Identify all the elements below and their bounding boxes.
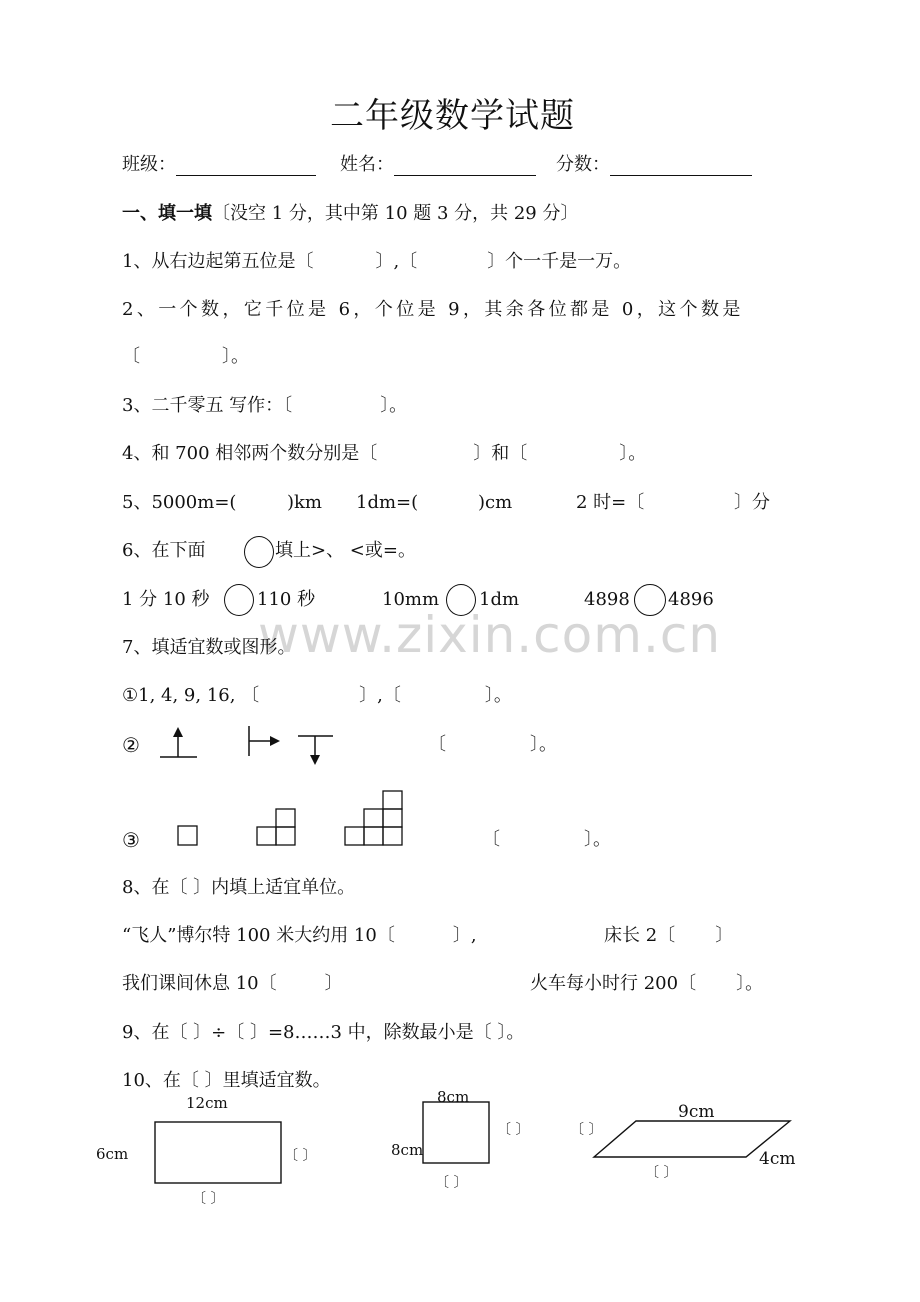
q8-c-text: 我们课间休息 10〔 xyxy=(122,973,277,994)
q1-text-c: 〕个一千是一万。 xyxy=(487,251,632,272)
q7-p1-text-b: 〕,〔 xyxy=(359,685,401,706)
q8-c-close: 〕 xyxy=(324,973,343,994)
q3-text-b: 〕。 xyxy=(380,395,408,416)
q8-stem: 8、在〔 〕内填上适宜单位。 xyxy=(122,877,356,898)
q7-p3-close: 〕。 xyxy=(584,829,611,850)
square-bottom-blank[interactable]: 〔 〕 xyxy=(435,1175,468,1191)
q7-p1-text: ①1, 4, 9, 16, 〔 xyxy=(122,685,260,706)
square-figure-3 xyxy=(345,791,402,845)
q8-a-text: “飞人”博尔特 100 米大约用 10〔 xyxy=(122,925,395,946)
q7-part-3-marker: ③ xyxy=(122,828,140,852)
question-9: 9、在〔 〕÷〔 〕=8……3 中，除数最小是〔 〕。 xyxy=(122,1022,525,1043)
name-label: 姓名： xyxy=(340,154,394,175)
q7-part-2-answer xyxy=(428,734,557,756)
q8-b-close: 〕 xyxy=(715,925,734,946)
q5-part-c: 1dm=( xyxy=(356,492,419,513)
q8-a-close: 〕, xyxy=(452,925,477,946)
q10-stem: 10、在〔 〕里填适宜数。 xyxy=(122,1070,331,1091)
q5-part-b: )km xyxy=(287,492,322,513)
q6-compare-1-left: 1 分 10 秒 xyxy=(122,589,210,610)
q7-p2-open: 〔 xyxy=(428,734,446,755)
q5-part-d: )cm xyxy=(478,492,513,513)
q8-b-text: 床长 2〔 xyxy=(604,925,676,946)
square-shape xyxy=(423,1102,489,1163)
q7-p3-open: 〔 xyxy=(482,829,500,850)
section-title: 一、填一填 xyxy=(122,203,212,224)
class-label: 班级： xyxy=(122,154,176,175)
q8-item-c xyxy=(122,973,343,995)
parallelogram-bottom-blank[interactable]: 〔 〕 xyxy=(645,1165,678,1181)
q7-p1-text-c: 〕。 xyxy=(484,685,512,706)
q8-item-a xyxy=(122,925,477,947)
q1-text-a: 1、从右边起第五位是〔 xyxy=(122,251,314,272)
q4-text-c: 〕。 xyxy=(619,443,647,464)
q8-item-d xyxy=(530,973,763,995)
square-figure-1 xyxy=(178,826,197,845)
square-right-blank-1[interactable]: 〔 〕 xyxy=(497,1122,530,1138)
parallelogram-top-label: 9cm xyxy=(678,1102,715,1122)
q6-text-a: 6、在下面 xyxy=(122,540,206,561)
arrow-up-icon xyxy=(160,727,197,757)
page-title: 二年级数学试题 xyxy=(330,96,575,136)
score-label: 分数： xyxy=(556,154,610,175)
q8-d-close: 〕。 xyxy=(736,973,764,994)
rect-top-label: 12cm xyxy=(186,1094,228,1112)
q7-p2-close: 〕。 xyxy=(530,734,557,755)
rectangle-shape xyxy=(155,1122,281,1183)
square-right-blank-2[interactable]: 〔 〕 xyxy=(570,1122,603,1138)
arrow-down-icon xyxy=(298,736,333,765)
q7-part-3-answer xyxy=(482,829,611,851)
q4-text-b: 〕和〔 xyxy=(473,443,528,464)
q6-text-b: 填上>、 <或=。 xyxy=(275,540,416,561)
rect-right-blank[interactable]: 〔 〕 xyxy=(284,1148,317,1164)
q7-part-2-marker: ② xyxy=(122,733,140,757)
q3-text-a: 3、二千零五 写作：〔 xyxy=(122,395,293,416)
q5-part-e: 2 时=〔 xyxy=(576,492,645,513)
q2-close: 〕。 xyxy=(222,346,249,367)
q6-compare-2-left: 10mm xyxy=(382,589,440,610)
q6-compare-1-right: 110 秒 xyxy=(257,589,316,610)
q4-text-a: 4、和 700 相邻两个数分别是〔 xyxy=(122,443,378,464)
square-top-label: 8cm xyxy=(437,1088,470,1106)
arrow-right-icon xyxy=(249,726,280,756)
q2-open: 〔 xyxy=(122,346,140,367)
q6-compare-2-right: 1dm xyxy=(479,589,520,610)
q5-part-a: 5、5000m=( xyxy=(122,492,237,513)
q5-part-f: 〕分 xyxy=(734,492,770,513)
parallelogram-side-label: 4cm xyxy=(759,1149,796,1169)
q6-compare-3-left: 4898 xyxy=(584,589,630,610)
section-note: 〔没空 1 分，其中第 10 题 3 分，共 29 分〕 xyxy=(212,203,579,224)
watermark: www.zixin.com.cn xyxy=(258,606,722,664)
q8-item-b xyxy=(604,925,733,947)
question-2: 2、一个数，它千位是 6，个位是 9，其余各位都是 0，这个数是 xyxy=(122,299,744,320)
square-figure-2 xyxy=(257,809,295,845)
rect-left-label: 6cm xyxy=(96,1145,129,1163)
q8-d-text: 火车每小时行 200〔 xyxy=(530,973,697,994)
rect-bottom-blank[interactable]: 〔 〕 xyxy=(192,1191,225,1207)
q7-stem: 7、填适宜数或图形。 xyxy=(122,637,296,658)
square-left-label: 8cm xyxy=(391,1141,424,1159)
q6-compare-3-right: 4896 xyxy=(668,589,714,610)
q1-text-b: 〕,〔 xyxy=(375,251,418,272)
